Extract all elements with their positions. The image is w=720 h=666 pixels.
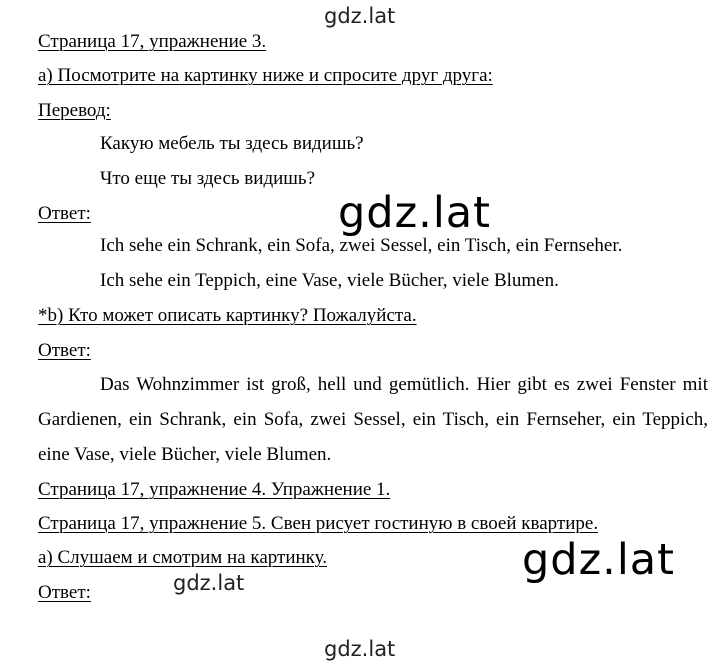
- exercise-5-heading: Страница 17, упражнение 5. Свен рисует гостиную в своей квартире.: [38, 513, 599, 534]
- exercise-4-heading: Страница 17, упражнение 4. Упражнение 1.: [38, 479, 391, 500]
- exercise-3-heading: Страница 17, упражнение 3.: [38, 31, 267, 52]
- answer-line-1: Ich sehe ein Schrank, ein Sofa, zwei Sessel, ein Tisch, ein Fernseher.: [100, 235, 623, 256]
- watermark-lower-small: gdz.lat: [170, 571, 247, 595]
- translation-line-1: Какую мебель ты здесь видишь?: [100, 133, 364, 154]
- translation-label: Перевод:: [38, 100, 111, 121]
- watermark-right: gdz.lat: [518, 535, 679, 585]
- answer-b-paragraph: Das Wohnzimmer ist groß, hell und gemütlich. Hier gibt es zwei Fenster mit Gardienen, ein Schrank, ein Sofa, zwei Sessel, ein Tisch, ein Fernseher, ein Teppich, eine Vase, viele Bücher, viele Blumen.: [38, 374, 708, 465]
- task-a-instruction: а) Посмотрите на картинку ниже и спросите друг друга:: [38, 65, 493, 86]
- watermark-top: gdz.lat: [324, 4, 396, 28]
- task-a-listen-instruction: а) Слушаем и смотрим на картинку.: [38, 547, 327, 568]
- task-b-instruction: *b) Кто может описать картинку? Пожалуйста.: [38, 305, 417, 326]
- translation-line-2: Что еще ты здесь видишь?: [100, 168, 316, 189]
- answer-b-label: Ответ:: [38, 340, 91, 361]
- watermark-middle: gdz.lat: [338, 188, 491, 238]
- answer-label: Ответ:: [38, 203, 91, 224]
- watermark-bottom: gdz.lat: [324, 637, 396, 661]
- answer-line-2: Ich sehe ein Teppich, eine Vase, viele Bücher, viele Blumen.: [100, 270, 559, 291]
- answer-label-5: Ответ:: [38, 582, 91, 603]
